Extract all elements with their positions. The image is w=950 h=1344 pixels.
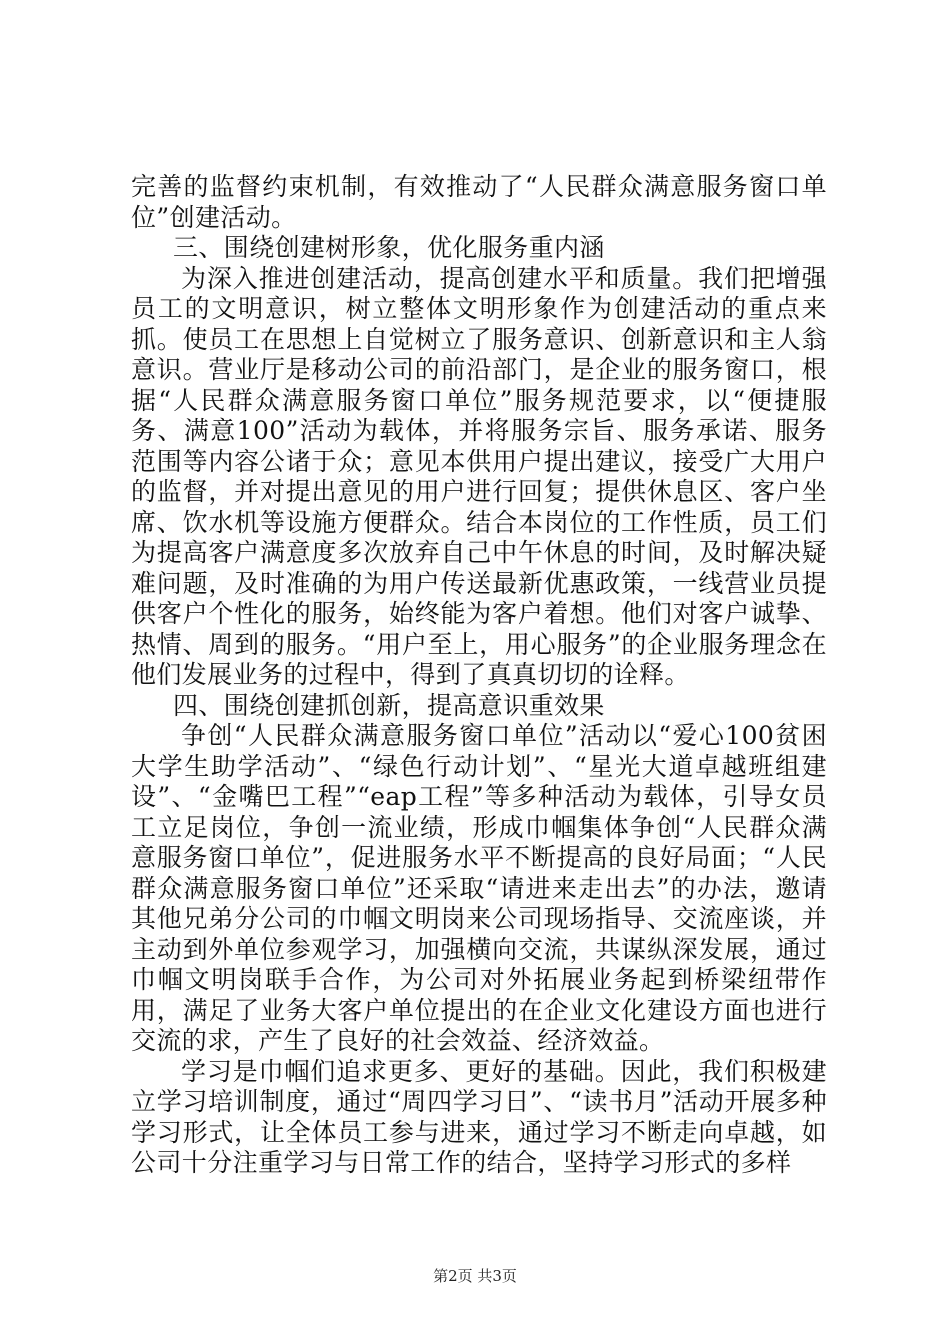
paragraph-innovation: 争创“人民群众满意服务窗口单位”活动以“爱心100贫困大学生助学活动”、“绿色行动计划”、“星光大道卓越班组建设”、“金嘴巴工程”“eap工程”等多种活动为载体，引导女员工立足岗位，争创一流业绩，形成巾帼集体争创“人民群众满意服务窗口单位”，促进服务水平不断提高的良好局面；“人民群众满意服务窗口单位”还采取“请进来走出去”的办法，邀请其他兄弟分公司的巾帼文明岗来公司现场指导、交流座谈，并主动到外单位参观学习，加强横向交流，共谋纵深发展，通过巾帼文明岗联手合作，为公司对外拓展业务起到桥梁纽带作用，满足了业务大客户单位提出的在企业文化建设方面也进行交流的求，产生了良好的社会效益、经济效益。 [131,721,827,1055]
paragraph-learning: 学习是巾帼们追求更多、更好的基础。因此，我们积极建立学习培训制度，通过“周四学习日”、“读书月”活动开展多种学习形式，让全体员工参与进来，通过学习不断走向卓越，如公司十分注重学习与日常工作的结合，坚持学习形式的多样 [131,1056,827,1177]
page-footer: 第2页 共3页 [433,1267,517,1285]
section-heading-four: 四、围绕创建抓创新，提高意识重效果 [173,690,605,720]
paragraph-image-building: 为深入推进创建活动，提高创建水平和质量。我们把增强员工的文明意识，树立整体文明形象作为创建活动的重点来抓。使员工在思想上自觉树立了服务意识、创新意识和主人翁意识。营业厅是移动公司的前沿部门，是企业的服务窗口，根据“人民群众满意服务窗口单位”服务规范要求，以“便捷服务、满意100”活动为载体，并将服务宗旨、服务承诺、服务范围等内容公诸于众；意见本供用户提出建议，接受广大用户的监督，并对提出意见的用户进行回复；提供休息区、客户坐席、饮水机等设施方便群众。结合本岗位的工作性质，员工们为提高客户满意度多次放弃自己中午休息的时间，及时解决疑难问题，及时准确的为用户传送最新优惠政策，一线营业员提供客户个性化的服务，始终能为客户着想。他们对客户诚挚、热情、周到的服务。“用户至上，用心服务”的企业服务理念在他们发展业务的过程中，得到了真真切切的诠释。 [131,263,827,689]
document-body [131,172,827,1179]
paragraph-continuation: 完善的监督约束机制，有效推动了“人民群众满意服务窗口单位”创建活动。 [131,172,827,232]
section-heading-three: 三、围绕创建树形象，优化服务重内涵 [173,233,605,262]
